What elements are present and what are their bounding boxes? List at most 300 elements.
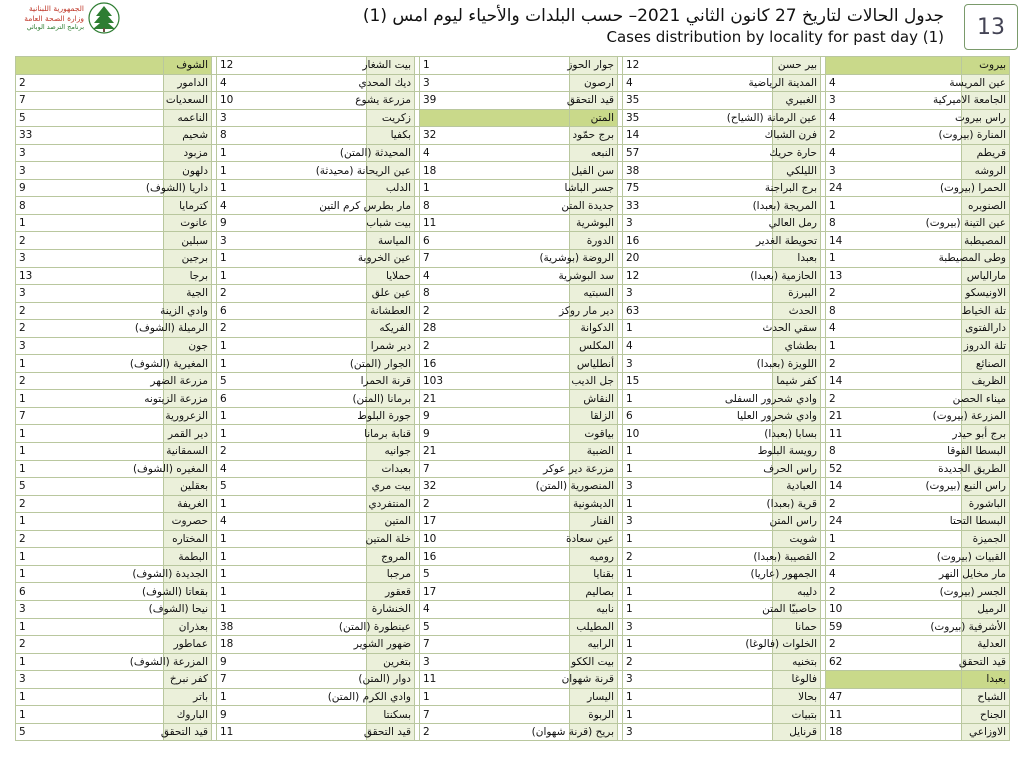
- case-count: 21: [420, 390, 570, 408]
- locality-name: شويت: [773, 530, 821, 548]
- locality-name: الجديدة (الشوف): [164, 565, 212, 583]
- locality-name: فرن الشباك: [773, 127, 821, 145]
- case-count: 2: [16, 372, 164, 390]
- locality-name: الطريق الجديدة: [962, 460, 1010, 478]
- locality-name: بتبيات: [773, 706, 821, 724]
- table-row: [16, 267, 1010, 285]
- case-count: 1: [217, 565, 367, 583]
- cases-table: [15, 56, 1009, 764]
- case-count: 1: [217, 688, 367, 706]
- case-count: 8: [826, 214, 962, 232]
- case-count: 7: [420, 706, 570, 724]
- case-count: 2: [420, 302, 570, 320]
- case-count: 3: [16, 250, 164, 268]
- case-count: [16, 57, 164, 75]
- case-count: 1: [623, 495, 773, 513]
- locality-name: بيت مري: [367, 478, 415, 496]
- locality-name: اليسار: [570, 688, 618, 706]
- case-count: 3: [16, 337, 164, 355]
- case-count: 14: [826, 478, 962, 496]
- locality-name: الاوزاعي: [962, 723, 1010, 741]
- locality-name: البطمة: [164, 548, 212, 566]
- case-count: 8: [826, 302, 962, 320]
- case-count: 4: [826, 320, 962, 338]
- locality-name: مزبود: [164, 144, 212, 162]
- case-count: 24: [826, 179, 962, 197]
- case-count: 2: [826, 355, 962, 373]
- case-count: 2: [16, 495, 164, 513]
- locality-name: نابيه: [570, 600, 618, 618]
- case-count: 18: [420, 162, 570, 180]
- locality-name: اللويزة (بعبدا): [773, 355, 821, 373]
- case-count: 12: [623, 267, 773, 285]
- case-count: 1: [16, 443, 164, 461]
- locality-name: باتر: [164, 688, 212, 706]
- locality-name: مزرعة يشوع: [367, 92, 415, 110]
- locality-name: تلة الخياط: [962, 302, 1010, 320]
- case-count: 35: [623, 92, 773, 110]
- locality-name: المغيرية (الشوف): [164, 355, 212, 373]
- case-count: 11: [420, 214, 570, 232]
- case-count: 1: [16, 653, 164, 671]
- case-count: 1: [16, 618, 164, 636]
- locality-name: ارصون: [570, 74, 618, 92]
- locality-name: المروج: [367, 548, 415, 566]
- locality-name: جوار الحوز: [570, 57, 618, 75]
- case-count: 16: [420, 548, 570, 566]
- locality-name: زكريت: [367, 109, 415, 127]
- case-count: 2: [826, 548, 962, 566]
- locality-name: الليلكي: [773, 162, 821, 180]
- case-count: 16: [623, 232, 773, 250]
- locality-name: قيد التحقق: [570, 92, 618, 110]
- locality-name: الباشورة: [962, 495, 1010, 513]
- case-count: 7: [420, 460, 570, 478]
- case-count: 59: [826, 618, 962, 636]
- case-count: 63: [623, 302, 773, 320]
- locality-name: دلهون: [164, 162, 212, 180]
- case-count: 3: [217, 109, 367, 127]
- case-count: 9: [217, 706, 367, 724]
- case-count: 1: [16, 355, 164, 373]
- table-row: [16, 478, 1010, 496]
- locality-name: بطشاي: [773, 337, 821, 355]
- case-count: 2: [826, 127, 962, 145]
- locality-name: رمل العالي: [773, 214, 821, 232]
- locality-name: سبلين: [164, 232, 212, 250]
- logo-line-3: برنامج الترصد الوبائي: [26, 23, 84, 31]
- case-count: 3: [623, 618, 773, 636]
- case-count: 57: [623, 144, 773, 162]
- case-count: 1: [217, 337, 367, 355]
- locality-name: الروضة (بوشرية): [570, 250, 618, 268]
- locality-name: العطشانة: [367, 302, 415, 320]
- locality-name: عانوت: [164, 214, 212, 232]
- case-count: 2: [420, 337, 570, 355]
- case-count: 1: [623, 390, 773, 408]
- locality-name: برمانا (المتن): [367, 390, 415, 408]
- locality-name: الباروك: [164, 706, 212, 724]
- locality-name: الجمهور (عاريا): [773, 565, 821, 583]
- locality-name: المنصورية (المتن): [570, 478, 618, 496]
- case-count: 1: [826, 250, 962, 268]
- locality-name: قريطم: [962, 144, 1010, 162]
- locality-name: قيد التحقق: [962, 653, 1010, 671]
- case-count: 21: [420, 443, 570, 461]
- table-row: [16, 443, 1010, 461]
- case-count: 1: [217, 179, 367, 197]
- locality-name: مرجبا: [367, 565, 415, 583]
- locality-name: الناعمه: [164, 109, 212, 127]
- locality-name: برج أبو حيدر: [962, 425, 1010, 443]
- locality-name: الديشونية: [570, 495, 618, 513]
- case-count: 10: [826, 600, 962, 618]
- case-count: 4: [217, 513, 367, 531]
- case-count: 7: [16, 407, 164, 425]
- locality-name: حصروت: [164, 513, 212, 531]
- locality-name: الغبيري: [773, 92, 821, 110]
- locality-name: عين الريحانة (محيدثة): [367, 162, 415, 180]
- case-count: 14: [826, 372, 962, 390]
- case-count: 6: [217, 390, 367, 408]
- case-count: 2: [16, 232, 164, 250]
- table-row: [16, 723, 1010, 741]
- locality-name: المختاره: [164, 530, 212, 548]
- locality-name: بعقلين: [164, 478, 212, 496]
- locality-name: مار مخايل النهر: [962, 565, 1010, 583]
- locality-name: الصنائع: [962, 355, 1010, 373]
- locality-name: ديك المحدي: [367, 74, 415, 92]
- locality-name: الدورة: [570, 232, 618, 250]
- locality-name: المياسة: [367, 232, 415, 250]
- case-count: 7: [16, 92, 164, 110]
- case-count: 2: [623, 548, 773, 566]
- locality-name: الجية: [164, 285, 212, 303]
- case-count: 5: [16, 723, 164, 741]
- locality-name: العبادية: [773, 478, 821, 496]
- locality-name: الغريفة: [164, 495, 212, 513]
- case-count: 6: [623, 407, 773, 425]
- locality-name: راس المتن: [773, 513, 821, 531]
- locality-name: الحازمية (بعبدا): [773, 267, 821, 285]
- locality-name: المزرعة (بيروت): [962, 407, 1010, 425]
- locality-name: المطيلب: [570, 618, 618, 636]
- table-row: [16, 109, 1010, 127]
- case-count: 2: [420, 723, 570, 741]
- table-row: [16, 285, 1010, 303]
- case-count: 12: [217, 57, 367, 75]
- table-row: [16, 372, 1010, 390]
- locality-name: برج حمّود: [570, 127, 618, 145]
- locality-name: جورة البلوط: [367, 407, 415, 425]
- locality-name: رويسة البلوط: [773, 443, 821, 461]
- table-row: [16, 232, 1010, 250]
- case-count: 3: [623, 723, 773, 741]
- table-row: [16, 355, 1010, 373]
- locality-name: بعذران: [164, 618, 212, 636]
- locality-name: عين التينة (بيروت): [962, 214, 1010, 232]
- locality-name: بعبدا: [962, 671, 1010, 689]
- page-header: [0, 0, 1024, 52]
- table-row: [16, 92, 1010, 110]
- locality-name: الدلب: [367, 179, 415, 197]
- locality-name: خلة المتين: [367, 530, 415, 548]
- table-row: [16, 162, 1010, 180]
- locality-name: الحدث: [773, 302, 821, 320]
- locality-name: الربوة: [570, 706, 618, 724]
- locality-name: البوشرية: [570, 214, 618, 232]
- table-row: [16, 636, 1010, 654]
- locality-name: بكفيا: [367, 127, 415, 145]
- case-count: 38: [217, 618, 367, 636]
- case-count: 5: [420, 618, 570, 636]
- case-count: 3: [16, 285, 164, 303]
- case-count: 8: [16, 197, 164, 215]
- case-count: 5: [16, 109, 164, 127]
- case-count: 5: [16, 478, 164, 496]
- locality-name: وادي الكرم (المتن): [367, 688, 415, 706]
- case-count: 7: [217, 671, 367, 689]
- locality-name: المنتفردي: [367, 495, 415, 513]
- locality-name: بيت الككو: [570, 653, 618, 671]
- table-row: [16, 197, 1010, 215]
- table-row: [16, 688, 1010, 706]
- locality-name: مار بطرس كرم التين: [367, 197, 415, 215]
- locality-name: البيرزة: [773, 285, 821, 303]
- case-count: 3: [623, 478, 773, 496]
- locality-name: الضبية: [570, 443, 618, 461]
- table-row: [16, 565, 1010, 583]
- case-count: 1: [217, 425, 367, 443]
- locality-name: مزرعة الزيتونه: [164, 390, 212, 408]
- locality-name: برجا: [164, 267, 212, 285]
- table-row: [16, 179, 1010, 197]
- table-row: [16, 513, 1010, 531]
- locality-name: بيروت: [962, 57, 1010, 75]
- case-count: 1: [16, 390, 164, 408]
- locality-name: الرابيه: [570, 636, 618, 654]
- case-count: 1: [16, 706, 164, 724]
- locality-name: بتخنيه: [773, 653, 821, 671]
- case-count: 2: [16, 530, 164, 548]
- locality-name: البسطا الفوقا: [962, 443, 1010, 461]
- case-count: 1: [217, 548, 367, 566]
- case-count: 1: [623, 565, 773, 583]
- table-row: [16, 530, 1010, 548]
- locality-name: الشوف: [164, 57, 212, 75]
- case-count: 11: [217, 723, 367, 741]
- locality-name: الجوار (المتن): [367, 355, 415, 373]
- locality-name: ضهور الشوير: [367, 636, 415, 654]
- locality-name: نيحا (الشوف): [164, 600, 212, 618]
- case-count: 9: [217, 214, 367, 232]
- locality-name: بيت الشغار: [367, 57, 415, 75]
- locality-name: الجامعة الاميركية: [962, 92, 1010, 110]
- locality-name: القصيبة (بعبدا): [773, 548, 821, 566]
- case-count: 8: [826, 443, 962, 461]
- case-count: 3: [826, 162, 962, 180]
- case-count: [420, 109, 570, 127]
- case-count: 10: [217, 92, 367, 110]
- locality-name: قرنايل: [773, 723, 821, 741]
- case-count: 8: [420, 197, 570, 215]
- locality-name: بريح (قرنة شهوان): [570, 723, 618, 741]
- case-count: 1: [623, 600, 773, 618]
- case-count: 6: [217, 302, 367, 320]
- locality-name: الفنار: [570, 513, 618, 531]
- table-row: [16, 425, 1010, 443]
- locality-name: دليبه: [773, 583, 821, 601]
- case-count: 4: [420, 144, 570, 162]
- table-row: [16, 337, 1010, 355]
- case-count: 3: [623, 671, 773, 689]
- locality-name: بقنايا: [570, 565, 618, 583]
- case-count: 12: [623, 57, 773, 75]
- case-count: 28: [420, 320, 570, 338]
- locality-name: الدكوانة: [570, 320, 618, 338]
- case-count: 2: [217, 443, 367, 461]
- case-count: 9: [217, 653, 367, 671]
- locality-name: روميه: [570, 548, 618, 566]
- case-count: 1: [826, 530, 962, 548]
- case-count: 3: [623, 214, 773, 232]
- case-count: 1: [217, 495, 367, 513]
- locality-name: المتن: [570, 109, 618, 127]
- locality-name: عينطورة (المتن): [367, 618, 415, 636]
- locality-name: بسابا (بعبدا): [773, 425, 821, 443]
- table-row: [16, 653, 1010, 671]
- table-row: [16, 57, 1010, 75]
- case-count: 3: [16, 671, 164, 689]
- case-count: 1: [826, 337, 962, 355]
- locality-name: دير القمر: [164, 425, 212, 443]
- table-row: [16, 390, 1010, 408]
- locality-name: بتغرين: [367, 653, 415, 671]
- locality-name: عين سعادة: [570, 530, 618, 548]
- cedar-icon: [88, 2, 120, 34]
- case-count: 9: [16, 179, 164, 197]
- case-count: 1: [16, 425, 164, 443]
- case-count: 103: [420, 372, 570, 390]
- case-count: 3: [16, 144, 164, 162]
- case-count: 2: [217, 285, 367, 303]
- case-count: 1: [623, 636, 773, 654]
- case-count: 5: [420, 565, 570, 583]
- locality-name: السمقانية: [164, 443, 212, 461]
- table-row: [16, 214, 1010, 232]
- case-count: 3: [826, 92, 962, 110]
- ministry-logo: [8, 2, 118, 38]
- locality-name: كفر نبرخ: [164, 671, 212, 689]
- locality-name: الفريكه: [367, 320, 415, 338]
- case-count: 4: [826, 109, 962, 127]
- case-count: 1: [16, 214, 164, 232]
- locality-name: راس الحرف: [773, 460, 821, 478]
- locality-name: حمانا: [773, 618, 821, 636]
- case-count: 1: [623, 530, 773, 548]
- locality-name: العدلية: [962, 636, 1010, 654]
- locality-name: سد البوشرية: [570, 267, 618, 285]
- table-row: [16, 548, 1010, 566]
- case-count: 2: [826, 583, 962, 601]
- locality-name: جوانيه: [367, 443, 415, 461]
- locality-name: مارالياس: [962, 267, 1010, 285]
- locality-name: حارة حريك: [773, 144, 821, 162]
- locality-name: النبعه: [570, 144, 618, 162]
- locality-name: الاونيسكو: [962, 285, 1010, 303]
- locality-name: الشياح: [962, 688, 1010, 706]
- locality-name: الجميزة: [962, 530, 1010, 548]
- case-count: 5: [217, 372, 367, 390]
- case-count: 18: [217, 636, 367, 654]
- table-row: [16, 600, 1010, 618]
- case-count: 1: [217, 600, 367, 618]
- locality-name: عين الرمانة (الشياح): [773, 109, 821, 127]
- case-count: 7: [420, 636, 570, 654]
- logo-line-2: وزارة الصحة العامة: [24, 13, 84, 23]
- case-count: 3: [623, 513, 773, 531]
- case-count: 35: [623, 109, 773, 127]
- locality-name: قرنة شهوان: [570, 671, 618, 689]
- case-count: 2: [16, 74, 164, 92]
- case-count: 11: [420, 671, 570, 689]
- case-count: 17: [420, 513, 570, 531]
- locality-name: المنارة (بيروت): [962, 127, 1010, 145]
- case-count: 4: [217, 197, 367, 215]
- title-arabic: جدول الحالات لتاريخ 27 كانون الثاني 2021– حسب البلدات والأحياء ليوم امس (1): [362, 6, 944, 26]
- table-row: [16, 706, 1010, 724]
- case-count: 7: [420, 250, 570, 268]
- case-count: 11: [826, 706, 962, 724]
- locality-name: شحيم: [164, 127, 212, 145]
- case-count: 4: [623, 74, 773, 92]
- case-count: 1: [16, 548, 164, 566]
- case-count: 32: [420, 478, 570, 496]
- case-count: 9: [420, 407, 570, 425]
- case-count: 4: [217, 74, 367, 92]
- locality-name: كفر شيما: [773, 372, 821, 390]
- case-count: 1: [623, 583, 773, 601]
- case-count: 1: [217, 530, 367, 548]
- locality-name: قيد التحقق: [164, 723, 212, 741]
- title-english: Cases distribution by locality for past day (1): [606, 28, 944, 46]
- locality-name: السبتيه: [570, 285, 618, 303]
- locality-name: ميناء الحصن: [962, 390, 1010, 408]
- case-count: 33: [623, 197, 773, 215]
- case-count: 17: [420, 583, 570, 601]
- locality-name: دير مار روكز: [570, 302, 618, 320]
- locality-name: المتين: [367, 513, 415, 531]
- case-count: 3: [420, 653, 570, 671]
- case-count: 13: [826, 267, 962, 285]
- case-count: 1: [623, 688, 773, 706]
- locality-name: دارالفتوى: [962, 320, 1010, 338]
- locality-name: فالوغا: [773, 671, 821, 689]
- table-row: [16, 320, 1010, 338]
- locality-name: عين المريسة: [962, 74, 1010, 92]
- case-count: 1: [16, 513, 164, 531]
- locality-name: المكلس: [570, 337, 618, 355]
- locality-name: بسكنتا: [367, 706, 415, 724]
- locality-name: جديدة المتن: [570, 197, 618, 215]
- locality-name: تحويطة الغدير: [773, 232, 821, 250]
- locality-name: قعقور: [367, 583, 415, 601]
- case-count: 3: [420, 74, 570, 92]
- case-count: 11: [826, 425, 962, 443]
- locality-name: برجين: [164, 250, 212, 268]
- locality-name: بيت شباب: [367, 214, 415, 232]
- locality-name: بياقوت: [570, 425, 618, 443]
